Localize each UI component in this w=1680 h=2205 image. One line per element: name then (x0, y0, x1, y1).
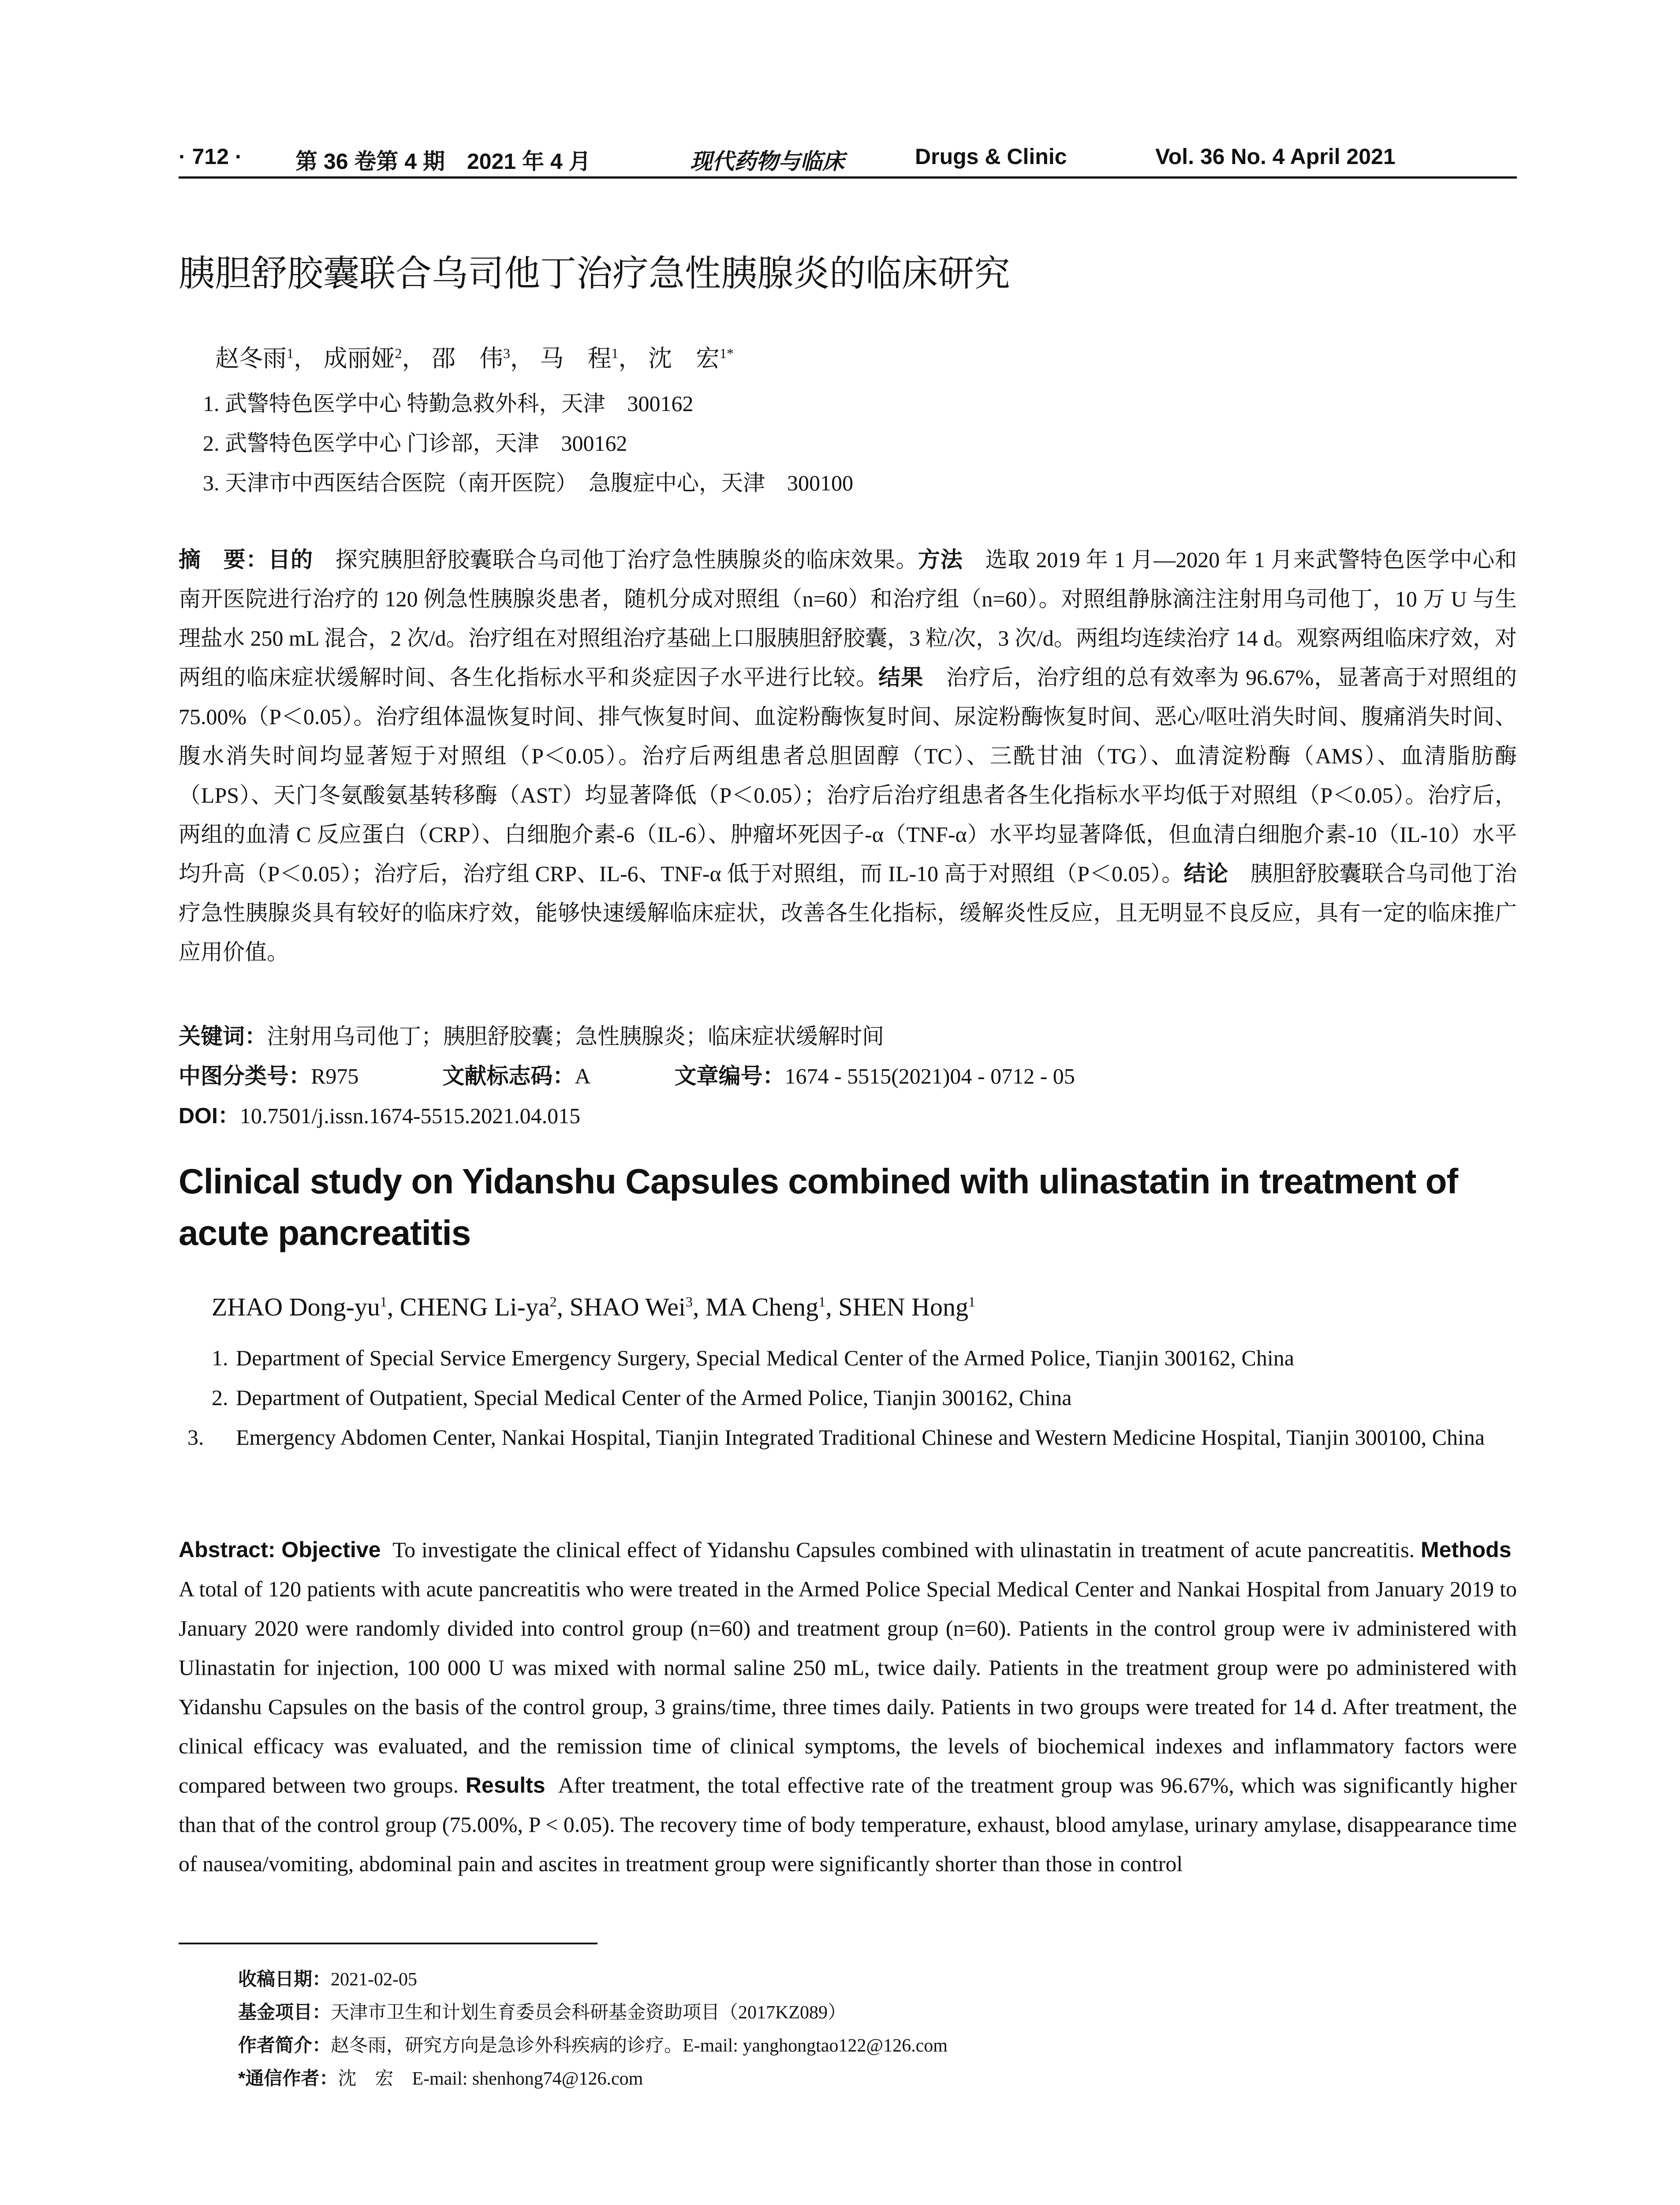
footnote-corresponding: *通信作者：沈 宏 E-mail: shenhong74@126.com (238, 2068, 643, 2089)
author-cn: 沈 宏$^{1*}$ (648, 345, 734, 372)
footnote-received: 收稿日期：2021-02-05 (238, 1969, 417, 1990)
affiliation-cn: 3. 天津市中西医结合医院（南开医院） 急腹症中心，天津 300100 (203, 471, 853, 495)
affiliation-cn: 1. 武警特色医学中心 特勤急救外科，天津 300162 (203, 391, 694, 416)
page-number: · 712 · (179, 144, 243, 169)
title-en: Clinical study on Yidanshu Capsules combined with ulinastatin in treatment of acute pancreatitis (179, 1162, 1458, 1252)
classification-line: 中图分类号：R975 文献标志码：A 文章编号：1674 - 5515(2021)04 - 0712 - 05 (179, 1064, 1075, 1088)
author-en: ZHAO Dong-$yu^1$ (212, 1293, 387, 1321)
author-en: MA Cheng$^1$ (706, 1293, 826, 1321)
footnote-author: 作者简介：赵冬雨，研究方向是急诊外科疾病的诊疗。E-mail: yanghongtao122@126.com (238, 2035, 948, 2056)
affiliation-en: 3. Emergency Abdomen Center, Nankai Hospital, Tianjin Integrated Traditional Chinese and Western Medicine Hospital, Tianjin 300100, China (187, 1425, 1485, 1450)
author-cn: 马 程$^1$ (540, 345, 619, 372)
author-en: CHENG $Li-ya^2$ (399, 1293, 557, 1321)
author-en: SHEN Hong$^1$ (838, 1293, 976, 1321)
footnote-rule (179, 1943, 597, 1944)
affiliation-en: 2. Department of Outpatient, Special Medical Center of the Armed Police, Tianjin 300162, China (212, 1385, 1072, 1410)
keywords-cn: 关键词：注射用乌司他丁；胰胆舒胶囊；急性胰腺炎；临床症状缓解时间 (179, 1024, 884, 1049)
issue-cn: 第 36 卷第 4 期 2021 年 4 月 (295, 149, 591, 174)
author-cn: 邵 伟$^3$ (432, 345, 510, 372)
issue-en: Vol. 36 No. 4 April 2021 (1155, 144, 1396, 169)
author-cn: 赵冬雨$^1$ (215, 345, 294, 372)
affiliation-cn: 2. 武警特色医学中心 门诊部，天津 300162 (203, 431, 627, 456)
authors-en: ZHAO Dong-$yu^1$, CHENG $Li-ya^2$, SHAO Wei$^3$, MA Cheng$^1$, SHEN Hong$^1$ (212, 1293, 976, 1321)
author-en: SHAO Wei$^3$ (569, 1293, 693, 1321)
journal-en: Drugs & Clinic (915, 144, 1067, 169)
title-cn: 胰胆舒胶囊联合乌司他丁治疗急性胰腺炎的临床研究 (179, 253, 1011, 295)
affiliation-en: 1. Department of Special Service Emergency Surgery, Special Medical Center of the Armed Police, Tianjin 300162, China (212, 1345, 1294, 1370)
authors-cn: 赵冬雨$^1$， 成丽娅$^2$， 邵 伟$^3$， 马 程$^1$， 沈 宏$^{1*}$ (215, 345, 734, 372)
doi-line: DOI：10.7501/j.issn.1674-5515.2021.04.015 (179, 1103, 581, 1128)
abstract-cn: 摘 要：目的 探究胰胆舒胶囊联合乌司他丁治疗急性胰腺炎的临床效果。方法 选取 2019 年 1 月—2020 年 1 月来武警特色医学中心和南开医院进行治疗的 120 例急性胰腺炎患者，随机分成对照组（n=60）和治疗组（n=60）。对照组静脉滴注注射用乌司他丁，10 万 U 与生理盐水 250 mL 混合，2 次/d。治疗组在对照组治疗基础上口服胰胆舒胶囊，3 粒/次，3 次/d。两组均连续治疗 14 d。观察两组临床疗效，对两组的临床症状缓解时间、各生化指标水平和炎症因子水平进行比较。结果 治疗后，治疗组的总有效率为 96.67%，显著高于对照组的 75.00%（P＜0.05）。治疗组体温恢复时间、排气恢复时间、血淀粉酶恢复时间、尿淀粉酶恢复时间、恶心/呕吐消失时间、腹痛消失时间、腹水消失时间均显著短于对照组（P＜0.05）。治疗后两组患者总胆固醇（TC）、三酰甘油（TG）、血清淀粉酶（AMS）、血清脂肪酶（LPS）、天门冬氨酸氨基转移酶（AST）均显著降低（P＜0.05）；治疗后治疗组患者各生化指标水平均低于对照组（P＜0.05）。治疗后，两组的血清 C 反应蛋白（CRP）、白细胞介素-6（IL-6）、肿瘤坏死因子-α（TNF-α）水平均显著降低，但血清白细胞介素-10（IL-10）水平均升高（P＜0.05）；治疗后，治疗组 CRP、IL-6、TNF-α 低于对照组，而 IL-10 高于对照组（P＜0.05）。结论 胰胆舒胶囊联合乌司他丁治疗急性胰腺炎具有较好的临床疗效，能够快速缓解临床症状，改善各生化指标，缓解炎性反应，且无明显不良反应，具有一定的临床推广应用价值。 (179, 547, 1517, 964)
abstract-en: Abstract: Objective To investigate the clinical effect of Yidanshu Capsules combined with ulinastatin in treatment of acute pancreatitis. Methods A total of 120 patients with acute pancreatitis who were treated in the Armed Police Special Medical Center and Nankai Hospital from January 2019 to January 2020 were randomly divided into control group (n=60) and treatment group (n=60). Patients in the control group were iv administered with Ulinastatin for injection, 100 000 U was mixed with normal saline 250 mL, twice daily. Patients in the treatment group were po administered with Yidanshu Capsules on the basis of the control group, 3 grains/time, three times daily. Patients in two groups were treated for 14 d. After treatment, the clinical efficacy was evaluated, and the remission time of clinical symptoms, the levels of biochemical indexes and inflammatory factors were compared between two groups. Results After treatment, the total effective rate of the treatment group was 96.67%, which was significantly higher than that of the control group (75.00%, P < 0.05). The recovery time of body temperature, exhaust, blood amylase, urinary amylase, disappearance time of nausea/vomiting, abdominal pain and ascites in treatment group were significantly shorter than those in control (179, 1537, 1517, 1876)
running-header (179, 141, 1517, 179)
author-cn: 成丽娅$^2$ (323, 345, 402, 372)
footnote-fund: 基金项目：天津市卫生和计划生育委员会科研基金资助项目（2017KZ089） (238, 2002, 847, 2023)
journal-cn: 现代药物与临床 (690, 148, 844, 174)
